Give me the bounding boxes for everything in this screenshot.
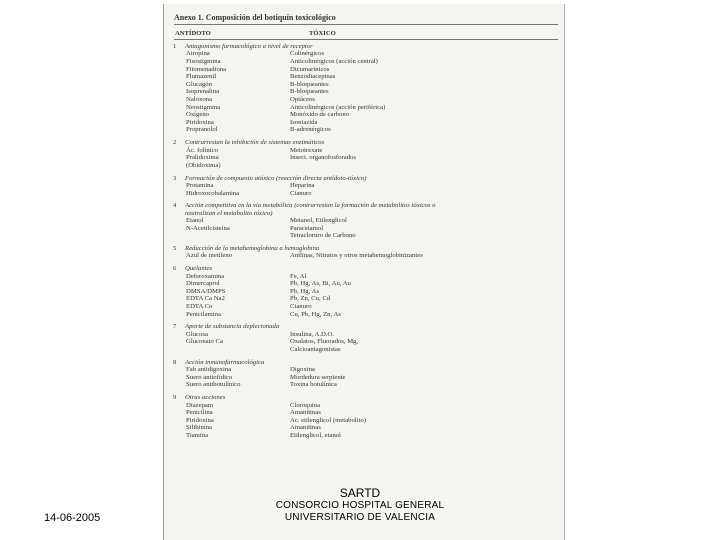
table-row [164, 366, 564, 374]
toxic-cell: Amanitinas [290, 424, 321, 432]
toxic-cell: Pb, Zn, Cu, Cd [290, 295, 331, 303]
table-section [164, 175, 564, 198]
antidote-cell: EDTA Ca Na2 [186, 295, 225, 303]
footer-hospital-name: CONSORCIO HOSPITAL GENERAL [275, 500, 445, 511]
antidote-cell: Ác. folínico [186, 146, 218, 154]
table-row [164, 66, 564, 74]
table-section [164, 202, 564, 240]
table-row [164, 232, 564, 240]
antidote-cell: Deferoxamina [186, 272, 225, 280]
section-heading [164, 323, 564, 330]
table-row [164, 126, 564, 134]
section-title: Quelantes [185, 265, 213, 273]
section-number: 5 [173, 245, 177, 253]
toxic-cell: B-bloqueantes [290, 88, 329, 96]
section-number: 8 [173, 358, 177, 366]
toxic-cell: Paracetamol [290, 224, 324, 232]
table-row [164, 346, 564, 354]
table-row [164, 311, 564, 319]
toxic-cell: B-bloqueantes [290, 80, 329, 88]
antidote-cell [164, 346, 290, 354]
table-row [164, 295, 564, 303]
section-title: Formación de compuesto atóxico (reacción directa antídoto-tóxico) [185, 174, 367, 182]
toxic-cell: Etilenglicol, etanol [290, 431, 341, 439]
table-row [164, 81, 564, 89]
section-heading [164, 265, 564, 272]
table-row [164, 288, 564, 296]
table-row [164, 338, 564, 346]
table-row [164, 225, 564, 233]
toxic-cell: Digoxina [290, 366, 315, 374]
table-section [164, 323, 564, 353]
antidote-cell: Suero antiofídico [186, 373, 233, 381]
antidote-cell: Azul de metileno [186, 252, 233, 260]
antidote-cell: Atropina [186, 50, 210, 58]
table-row [164, 88, 564, 96]
table-row [164, 111, 564, 119]
toxic-cell: Cu, Pb, Hg, Zn, As [290, 310, 341, 318]
toxic-cell: Anilinas, Nitratos y otros metahemoglobinizantes [290, 252, 423, 260]
antidote-cell: Penicilamina [186, 310, 221, 318]
toxic-cell: Opiáceos [290, 95, 315, 103]
toxic-cell: Ac. etilenglicol (metabolito) [290, 416, 366, 424]
toxic-cell: Tetracloruro de Carbono [290, 232, 356, 240]
toxic-cell: Fe, Al [290, 272, 307, 280]
table-row [164, 381, 564, 389]
toxic-cell: Cloroquina [290, 401, 321, 409]
scanned-document [163, 4, 565, 540]
antidote-cell: Fab antidigoxina [186, 366, 232, 374]
table-row [164, 190, 564, 198]
column-header-antidote: ANTÍDOTO [175, 30, 211, 37]
section-heading [164, 245, 564, 252]
toxic-cell: Mordedura serpiente [290, 373, 346, 381]
section-number: 9 [173, 394, 177, 402]
footer-hospital-city: UNIVERSITARIO DE VALENCIA [284, 512, 436, 523]
toxic-cell: Monóxido de carbono [290, 111, 350, 119]
header-rule-bottom [174, 39, 558, 40]
antidote-cell: Pralidoxima [186, 154, 219, 162]
section-number: 7 [173, 323, 177, 331]
antidote-cell: Dimercaprol [186, 280, 220, 288]
antidote-cell [164, 232, 290, 240]
table-row [164, 374, 564, 382]
toxic-cell: Dicumarínicos [290, 65, 330, 73]
section-title: Aporte de substancia deplecionada [185, 323, 280, 331]
table-row [164, 162, 564, 170]
toxic-cell: B-adrenérgicos [290, 126, 331, 134]
antidote-cell: Tiamina [186, 431, 209, 439]
section-number: 4 [173, 202, 177, 210]
toxic-cell: Pb, Hg, As, Bi, Au, Au [290, 280, 351, 288]
table-section [164, 43, 564, 134]
table-row [164, 217, 564, 225]
section-heading [164, 202, 564, 217]
toxic-cell: Benzodiacepinas [290, 73, 336, 81]
antidote-cell: Glucosa [186, 330, 208, 338]
toxic-cell: Calcioantagonistas [290, 346, 341, 353]
table-row [164, 119, 564, 127]
toxic-cell: Oxalatos, Fluorados, Mg, [290, 338, 359, 346]
section-heading [164, 394, 564, 401]
antidote-cell: Flumazenil [186, 73, 217, 81]
antidote-table [164, 43, 564, 445]
table-row [164, 409, 564, 417]
column-header-toxic: TÓXICO [309, 30, 336, 37]
toxic-cell: Heparina [290, 181, 315, 189]
section-heading [164, 139, 564, 146]
toxic-cell: Metanol, Etilenglicol [290, 217, 347, 225]
table-row [164, 331, 564, 339]
table-section [164, 245, 564, 260]
antidote-cell: DMSA/DMPS [186, 287, 226, 295]
table-row [164, 73, 564, 81]
toxic-cell: Metotrexate [290, 146, 323, 154]
table-section [164, 359, 564, 389]
table-row [164, 273, 564, 281]
section-title: Reducción de la metahemoglobina a hemoglobina [185, 245, 320, 253]
toxic-cell: Colinérgicos [290, 50, 325, 58]
antidote-cell: Silibinina [186, 424, 213, 432]
section-number: 3 [173, 174, 177, 182]
antidote-cell: Oxígeno [186, 111, 210, 119]
table-row [164, 147, 564, 155]
table-row [164, 104, 564, 112]
section-heading [164, 359, 564, 366]
table-row [164, 252, 564, 260]
section-heading [164, 175, 564, 182]
section-number: 1 [173, 43, 177, 50]
antidote-cell: Isoprenalina [186, 88, 220, 96]
table-row [164, 96, 564, 104]
toxic-cell: Cianuro [290, 303, 312, 311]
table-row [164, 303, 564, 311]
table-row [164, 154, 564, 162]
toxic-cell: Insulina, A.D.O. [290, 330, 335, 338]
section-heading [164, 43, 564, 50]
table-section [164, 139, 564, 169]
section-title: Contrarrestan la inhibición de sistemas enzimáticos [185, 139, 325, 147]
antidote-cell: Diazepam [186, 401, 214, 409]
antidote-cell: Gluconato Ca [186, 338, 223, 346]
toxic-cell: Insect. organofosforados [290, 154, 356, 162]
toxic-cell: Toxina botulínica [290, 381, 337, 389]
antidote-cell: Propranolol [186, 126, 218, 134]
antidote-cell: Hidroxocobalamina [186, 189, 240, 197]
document-title: Anexo 1. Composición del botiquín toxicológico [174, 13, 336, 22]
section-number: 2 [173, 139, 177, 147]
antidote-cell: Fitomenadiona [186, 65, 227, 73]
table-row [164, 280, 564, 288]
toxic-cell: Amanitinas [290, 409, 321, 417]
toxic-cell: Anticolinérgicos (acción periférica) [290, 103, 386, 111]
antidote-cell: EDTA Co [186, 303, 213, 311]
antidote-cell: Penicilina [186, 409, 213, 417]
section-title: Acción inmunofarmacológica [185, 358, 265, 366]
table-row [164, 58, 564, 66]
header-rule-top [174, 24, 558, 25]
antidote-cell: N-Acetilcisteína [186, 224, 230, 232]
table-section [164, 265, 564, 318]
antidote-cell: Neostigmina [186, 103, 221, 111]
antidote-cell: Piridoxina [186, 118, 214, 126]
antidote-cell: Naloxona [186, 95, 212, 103]
section-number: 6 [173, 265, 177, 273]
footer-org-acronym: SARTD [339, 486, 381, 500]
toxic-cell: Isoniazida [290, 118, 318, 126]
table-row [164, 424, 564, 432]
table-row [164, 417, 564, 425]
toxic-cell: Pb, Hg, As [290, 287, 319, 295]
section-title: Antagonismo farmacológico a nivel de receptor [185, 43, 313, 50]
antidote-cell: Etanol [186, 217, 204, 225]
toxic-cell: Cianuro [290, 189, 312, 197]
table-row [164, 432, 564, 440]
antidote-cell: Protamina [186, 181, 214, 189]
antidote-cell: Suero antibotulínico [186, 381, 241, 389]
table-row [164, 402, 564, 410]
antidote-cell: Glucagón [186, 80, 212, 88]
toxic-cell: Anticolinérgicos (acción central) [290, 58, 378, 65]
slide-date: 14-06-2005 [44, 512, 101, 524]
table-section [164, 394, 564, 439]
table-row [164, 50, 564, 58]
slide-footer [260, 487, 460, 524]
table-row [164, 182, 564, 190]
antidote-cell: Fisostigmina [186, 58, 221, 65]
antidote-cell: Piridoxina [186, 416, 214, 424]
section-title: Otras acciones [185, 394, 226, 402]
section-title: Acción competitiva en la vía metabólica (contrarrestan la formación de metabolitos tóxicos o neutralizan el metabolito tóxico) [185, 202, 436, 217]
antidote-cell: (Obidoxima) [186, 161, 221, 169]
